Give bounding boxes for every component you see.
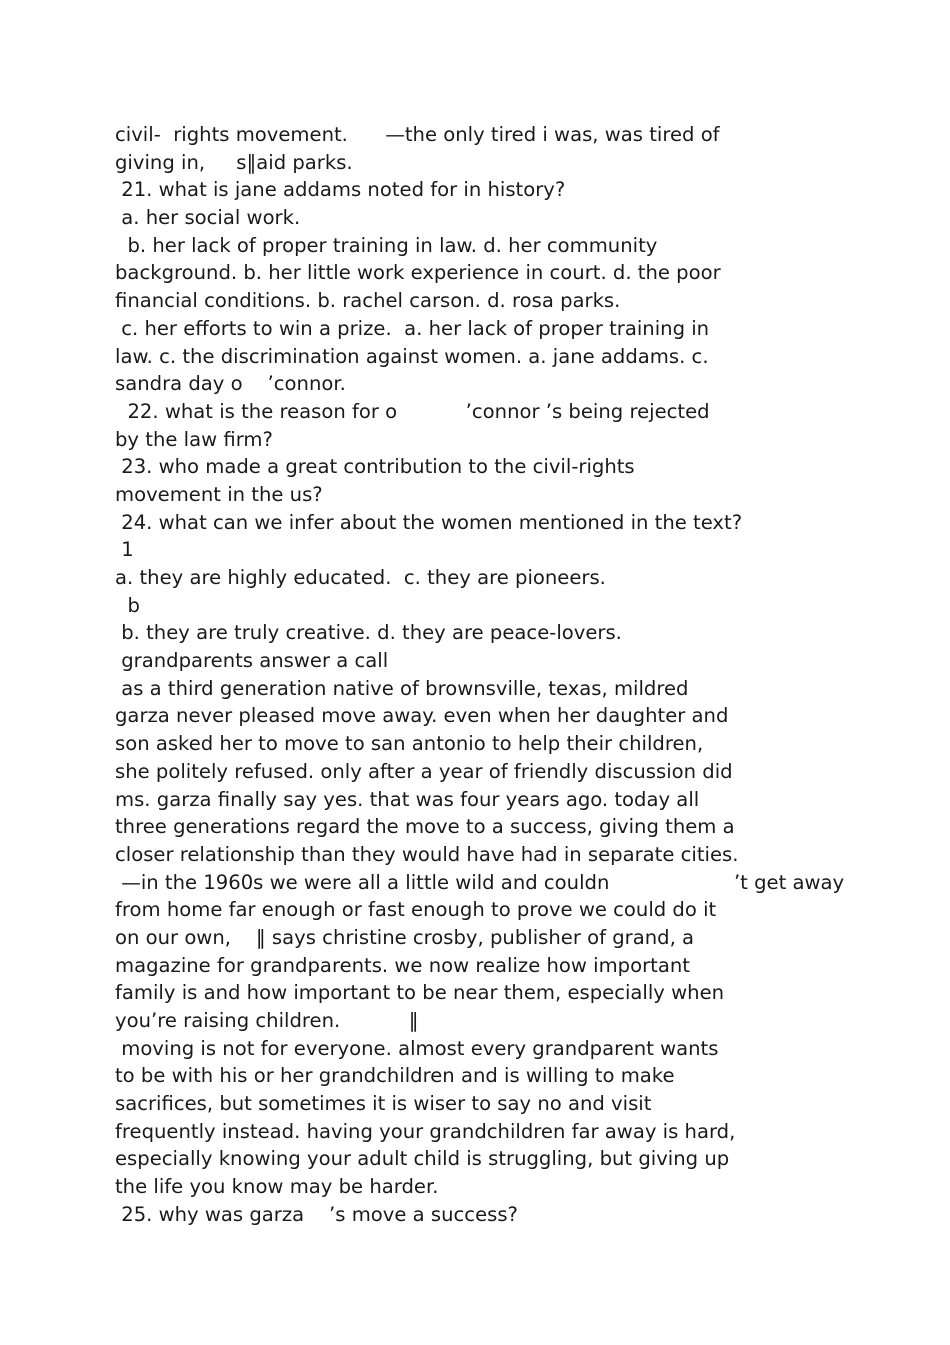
text-line: civil- rights movement. —the only tired i was, was tired of xyxy=(115,123,720,146)
text-line: a. her social work. xyxy=(115,206,301,230)
text-line: financial conditions. b. rachel carson. d. rosa parks. xyxy=(115,289,621,313)
question-25: 25. why was garza ’s move a success? xyxy=(115,1202,518,1226)
text-line: ms. garza finally say yes. that was four years ago. today all xyxy=(115,787,700,811)
text-line: c. her efforts to win a prize. a. her lack of proper training in xyxy=(115,316,710,340)
text-line: as a third generation native of brownsville, texas, mildred xyxy=(115,676,689,700)
text-line: closer relationship than they would have had in separate cities. xyxy=(115,842,739,866)
text-line: background. b. her little work experience in court. d. the poor xyxy=(115,261,721,285)
text-line: on our own, ‖ says christine crosby, publisher of grand, a xyxy=(115,925,695,949)
text-line: the life you know may be harder. xyxy=(115,1175,439,1199)
text-line: a. they are highly educated. c. they are pioneers. xyxy=(115,566,606,589)
text-line: garza never pleased move away. even when her daughter and xyxy=(115,704,729,728)
text-line: son asked her to move to san antonio to help their children, xyxy=(115,732,704,756)
text-line: b. they are truly creative. d. they are peace-lovers. xyxy=(115,621,622,645)
text-line: movement in the us? xyxy=(115,482,323,506)
text-line: three generations regard the move to a success, giving them a xyxy=(115,815,735,839)
passage-title: grandparents answer a call xyxy=(115,649,389,673)
text-line: you’re raising children. ‖ xyxy=(115,1009,419,1032)
text-line: frequently instead. having your grandchildren far away is hard, xyxy=(115,1119,736,1143)
question-23: 23. who made a great contribution to the civil-rights xyxy=(115,455,635,479)
question-22: 22. what is the reason for o ’connor ’s being rejected xyxy=(115,399,710,423)
text-line: —in the 1960s we were all a little wild and couldn ’t get away xyxy=(115,870,845,894)
text-line: to be with his or her grandchildren and is willing to make xyxy=(115,1064,675,1088)
text-line: family is and how important to be near them, especially when xyxy=(115,981,725,1005)
document-text xyxy=(115,121,945,1229)
text-line: law. c. the discrimination against women. a. jane addams. c. xyxy=(115,344,709,368)
text-line: by the law firm? xyxy=(115,427,273,451)
text-line: b. her lack of proper training in law. d. her community xyxy=(115,233,658,257)
text-line: from home far enough or fast enough to prove we could do it xyxy=(115,898,717,922)
text-line: 1 xyxy=(115,538,134,562)
question-21: 21. what is jane addams noted for in history? xyxy=(115,178,566,202)
text-line: she politely refused. only after a year of friendly discussion did xyxy=(115,759,733,783)
text-line: magazine for grandparents. we now realize how important xyxy=(115,953,690,977)
text-line: sandra day o ’connor. xyxy=(115,372,346,396)
text-line: b xyxy=(115,593,140,617)
text-line: especially knowing your adult child is struggling, but giving up xyxy=(115,1147,730,1171)
text-line: giving in, s‖aid parks. xyxy=(115,150,353,174)
question-24: 24. what can we infer about the women mentioned in the text? xyxy=(115,510,743,534)
text-line: moving is not for everyone. almost every grandparent wants xyxy=(115,1036,719,1060)
text-line: sacrifices, but sometimes it is wiser to say no and visit xyxy=(115,1092,652,1116)
